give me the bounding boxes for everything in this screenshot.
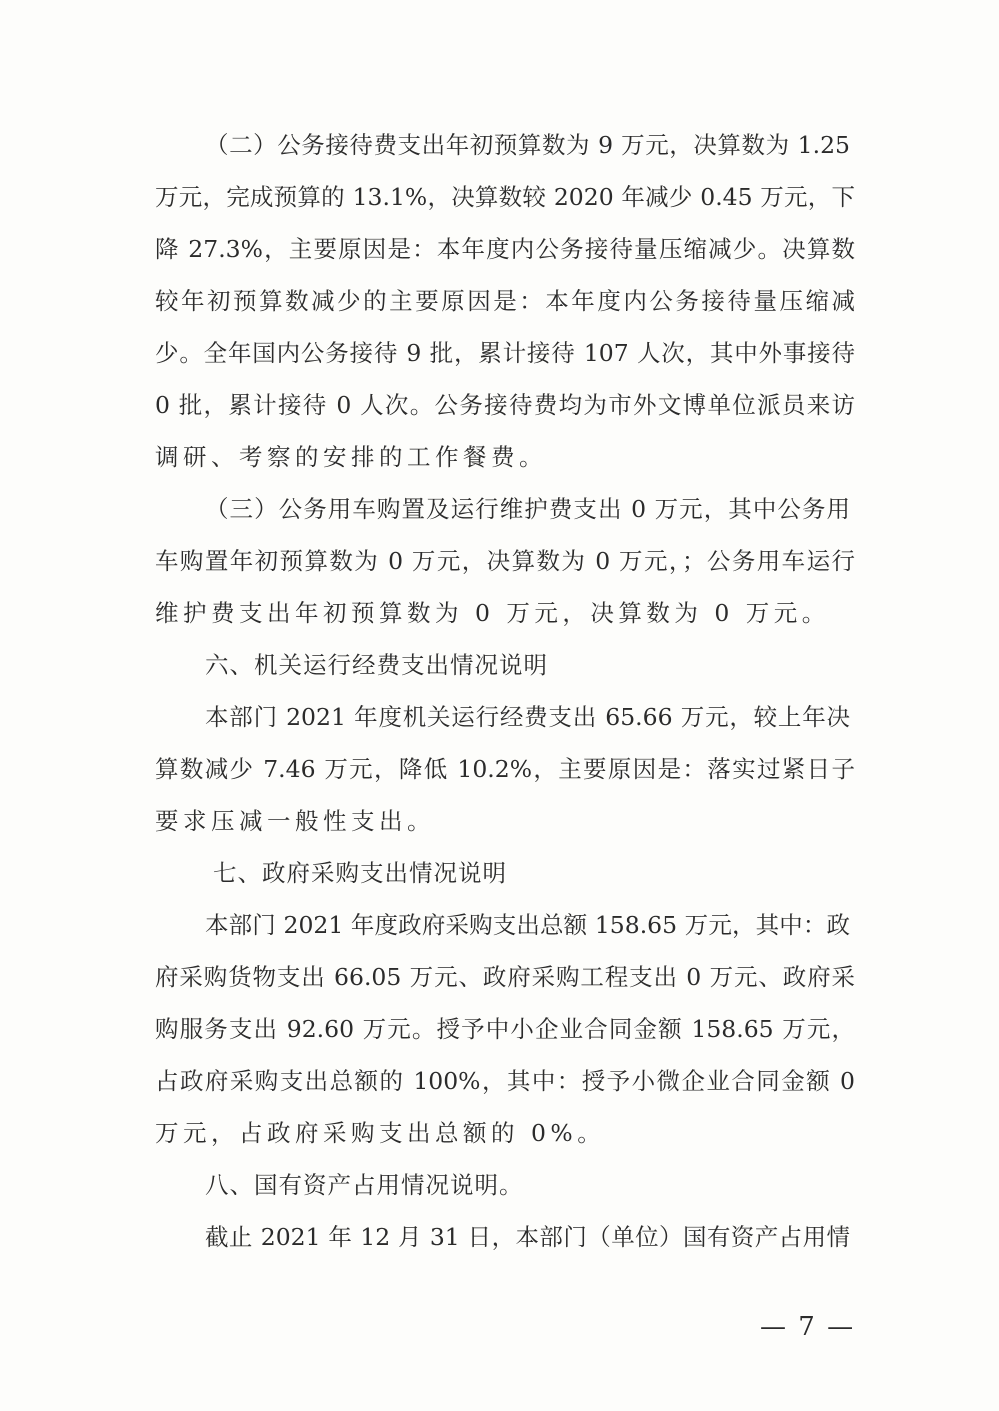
paragraph-line: （二）公务接待费支出年初预算数为 9 万元，决算数为 1.25 xyxy=(205,131,850,159)
paragraph-line: 较年初预算数减少的主要原因是：本年度内公务接待量压缩减 xyxy=(155,287,855,315)
paragraph-line: 购服务支出 92.60 万元。授予中小企业合同金额 158.65 万元， xyxy=(155,1015,855,1043)
section-heading-six: 六、机关运行经费支出情况说明 xyxy=(205,651,548,679)
paragraph-line: 算数减少 7.46 万元，降低 10.2%，主要原因是：落实过紧日子 xyxy=(155,755,855,783)
paragraph-line: 少。全年国内公务接待 9 批，累计接待 107 人次，其中外事接待 xyxy=(155,339,855,367)
paragraph-line: 要求压减一般性支出。 xyxy=(155,807,435,835)
paragraph-line: 本部门 2021 年度政府采购支出总额 158.65 万元，其中：政 xyxy=(205,911,850,939)
paragraph-line: 车购置年初预算数为 0 万元，决算数为 0 万元，；公务用车运行 xyxy=(155,547,855,575)
paragraph-line: 万元，完成预算的 13.1%，决算数较 2020 年减少 0.45 万元，下 xyxy=(155,183,855,211)
paragraph-line: 维护费支出年初预算数为 0 万元，决算数为 0 万元。 xyxy=(155,599,830,627)
paragraph-line: （三）公务用车购置及运行维护费支出 0 万元，其中公务用 xyxy=(205,495,850,523)
paragraph-line: 府采购货物支出 66.05 万元、政府采购工程支出 0 万元、政府采 xyxy=(155,963,855,991)
paragraph-line: 截止 2021 年 12 月 31 日，本部门（单位）国有资产占用情 xyxy=(205,1223,850,1251)
page-number: — 7 — xyxy=(760,1312,856,1342)
paragraph-line: 0 批，累计接待 0 人次。公务接待费均为市外文博单位派员来访 xyxy=(155,391,855,419)
paragraph-line: 本部门 2021 年度机关运行经费支出 65.66 万元，较上年决 xyxy=(205,703,850,731)
paragraph-line: 降 27.3%，主要原因是：本年度内公务接待量压缩减少。决算数 xyxy=(155,235,855,263)
paragraph-line: 占政府采购支出总额的 100%，其中：授予小微企业合同金额 0 xyxy=(155,1067,855,1095)
section-heading-seven: 七、政府采购支出情况说明 xyxy=(213,859,507,887)
section-heading-eight: 八、国有资产占用情况说明。 xyxy=(205,1171,524,1199)
paragraph-line: 调研、考察的安排的工作餐费。 xyxy=(155,443,547,471)
paragraph-line: 万元，占政府采购支出总额的 0%。 xyxy=(155,1119,606,1147)
